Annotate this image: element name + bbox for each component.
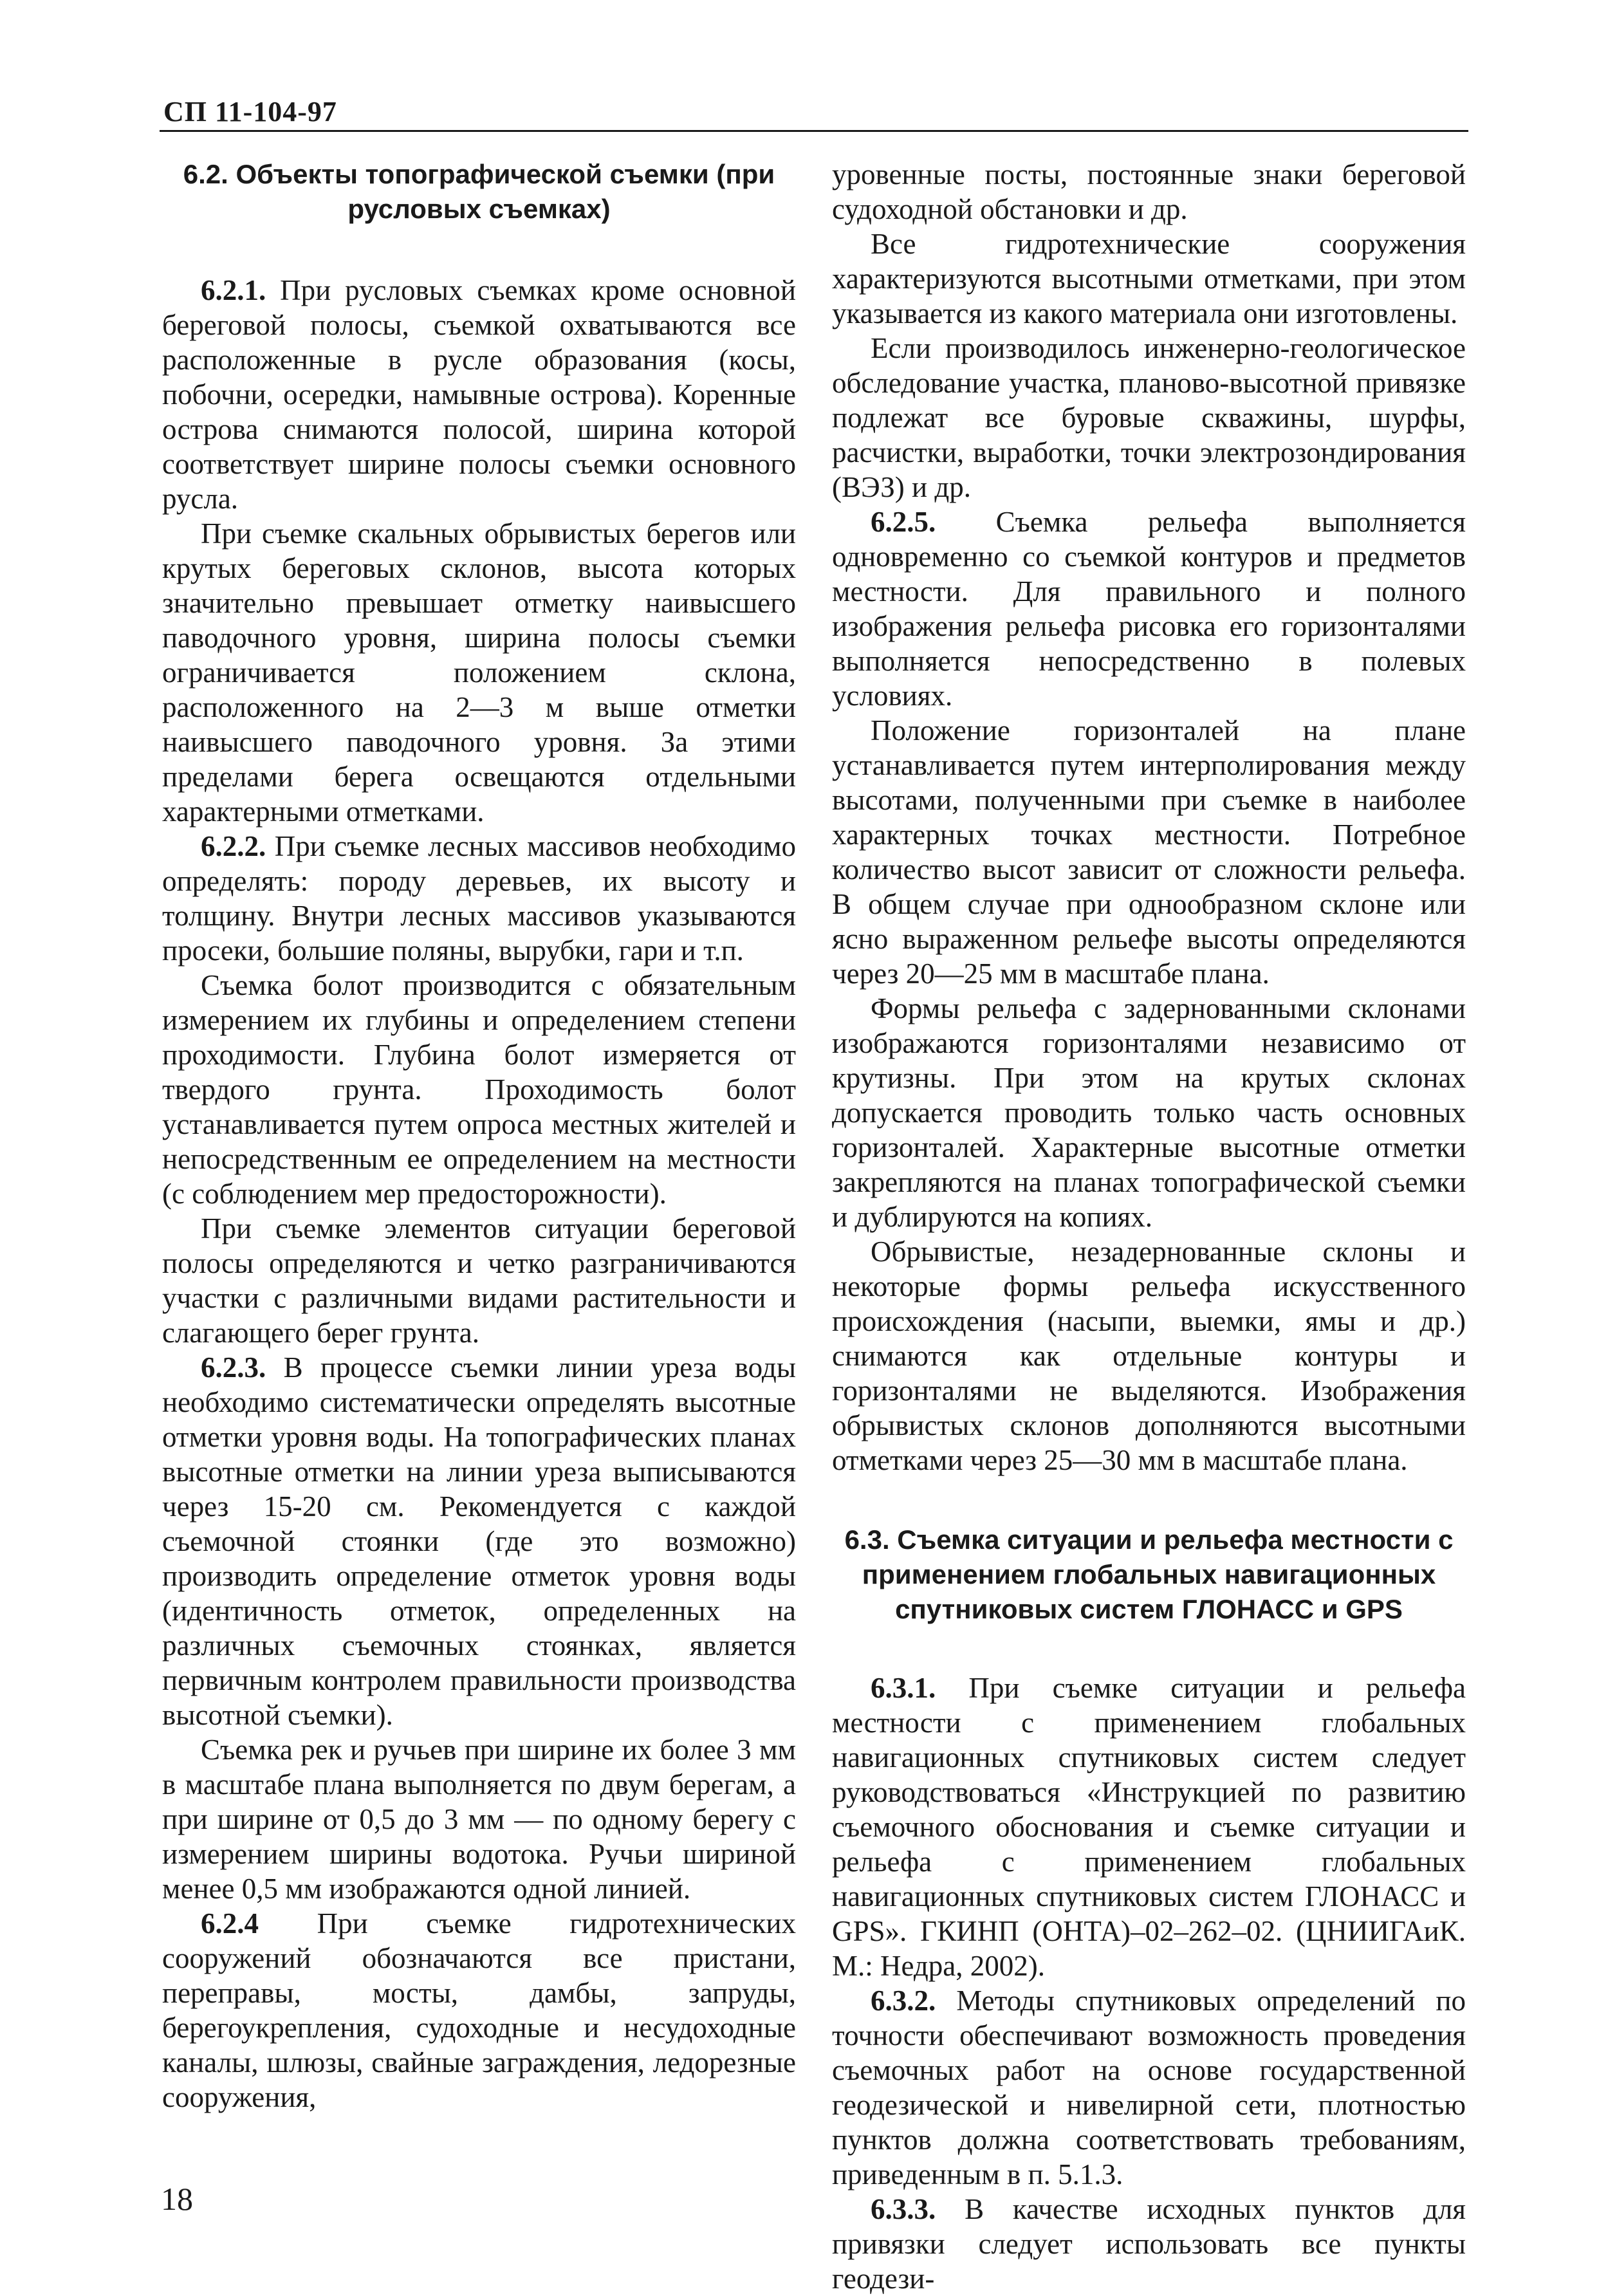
paragraph-text: Съемка рек и ручьев при ширине их более 3 мм в масштабе плана выполняется по двум берегам, а при ширине от 0,5 до 3 мм — по одному берегу с измерением ширины водотока. Ручьи шириной менее 0,5 мм изображаются одной линией. [162, 1734, 796, 1905]
paragraph-text: Все гидротехнические сооружения характеризуются высотными отметками, при этом указывается из какого материала они изготовлены. [832, 228, 1466, 329]
left-paragraphs [162, 273, 796, 2115]
paragraph [162, 1906, 796, 2115]
clause-number: 6.3.2. [871, 1985, 936, 2017]
section-heading-6-3: 6.3. Съемка ситуации и рельефа местности с применением глобальных навигационных спутниковых систем ГЛОНАСС и GPS [844, 1524, 1454, 1624]
paragraph [162, 829, 796, 968]
paragraph-text: Обрывистые, незадернованные склоны и некоторые формы рельефа искусственного происхождения (насыпи, выемки, ямы и др.) снимаются как отдельные контуры и горизонталями не выделяются. Изображения обрывистых склонов дополняются высотными отметками через 25—30 мм в масштабе плана. [832, 1236, 1466, 1476]
paragraph-text: Методы спутниковых определений по точности обеспечивают возможность проведения съемочных работ на основе государственной геодезической и нивелирной сети, плотностью пунктов должна соответствовать требованиям, приведенным в п. 5.1.3. [832, 1985, 1466, 2190]
paragraph [832, 505, 1466, 713]
right-paragraphs-before [832, 157, 1466, 1477]
paragraph-text: При съемке скальных обрывистых берегов или крутых береговых склонов, высота которых значительно превышает отметку наивысшего паводочного уровня, ширина полосы съемки ограничивается положением склона, расположенного на 2—3 м выше отметки наивысшего паводочного уровня. За этими пределами берега освещаются отдельными характерными отметками. [162, 517, 796, 828]
paragraph [832, 157, 1466, 227]
paragraph [832, 2192, 1466, 2296]
paragraph-text: В процессе съемки линии уреза воды необходимо систематически определять высотные отметки уровня воды. На топографических планах высотные отметки на линии уреза выписываются через 15-20 см. Рекомендуется с каждой съемочной стоянки (где это возможно) производить определение отметок уровня воды (идентичность отметок, определенных на различных съемочных стоянках, является первичным контролем правильности производства высотной съемки). [162, 1351, 796, 1731]
clause-number: 6.2.1. [201, 274, 266, 306]
header-rule [160, 130, 1468, 132]
paragraph-text: При съемке ситуации и рельефа местности с применением глобальных навигационных спутниковых систем следует руководствоваться «Инструкцией по развитию съемочного обоснования и съемке ситуации и рельефа с применением глобальных навигационных спутниковых систем ГЛОНАСС и GPS». ГКИНП (ОНТА)–02–262–02. (ЦНИИГАиК. М.: Недра, 2002). [832, 1672, 1466, 1982]
paragraph [162, 1732, 796, 1906]
document-code: СП 11-104-97 [163, 96, 337, 127]
clause-number: 6.3.1. [871, 1672, 936, 1704]
paragraph [832, 331, 1466, 505]
paragraph-text: Формы рельефа с задернованными склонами изображаются горизонталями независимо от крутизны. При этом на крутых склонах допускается проводить только часть основных горизонталей. Характерные высотные отметки закрепляются на планах топографической съемки и дублируются на копиях. [832, 992, 1466, 1233]
paragraph [832, 991, 1466, 1234]
paragraph-text: Съемка рельефа выполняется одновременно со съемкой контуров и предметов местности. Для правильного и полного изображения рельефа рисовка его горизонталями выполняется непосредственно в полевых условиях. [832, 506, 1466, 712]
paragraph-text: Съемка болот производится с обязательным измерением их глубины и определением степени проходимости. Глубина болот измеряется от твердого грунта. Проходимость болот устанавливается путем опроса местных жителей и непосредственным ее определением на местности (с соблюдением мер предосторожности). [162, 969, 796, 1210]
paragraph-text: уровенные посты, постоянные знаки береговой судоходной обстановки и др. [832, 158, 1466, 225]
paragraph [162, 273, 796, 516]
right-column [832, 157, 1466, 2296]
paragraph [162, 1350, 796, 1732]
paragraph [832, 1983, 1466, 2192]
right-paragraphs-after [832, 1671, 1466, 2296]
paragraph [162, 516, 796, 829]
paragraph-text: При русловых съемках кроме основной береговой полосы, съемкой охватываются все расположенные в русле образования (косы, побочни, осередки, намывные острова). Коренные острова снимаются полосой, ширина которой соответствует ширине полосы съемки основного русла. [162, 274, 796, 515]
section-heading-6-2: 6.2. Объекты топографической съемки (при русловых съемках) [183, 159, 775, 224]
paragraph-text: При съемке элементов ситуации береговой полосы определяются и четко разграничиваются участки с различными видами растительности и слагающего берег грунта. [162, 1212, 796, 1349]
page-number: 18 [161, 2181, 193, 2217]
paragraph-text: Если производилось инженерно-геологическое обследование участка, планово-высотной привязке подлежат все буровые скважины, шурфы, расчистки, выработки, точки электрозондирования (ВЭЗ) и др. [832, 332, 1466, 503]
paragraph-text: В качестве исходных пунктов для привязки следует использовать все пункты геодези- [832, 2193, 1466, 2295]
paragraph [832, 1234, 1466, 1477]
clause-number: 6.2.5. [871, 506, 936, 538]
clause-number: 6.2.3. [201, 1351, 266, 1384]
clause-number: 6.2.2. [201, 830, 266, 862]
paragraph [832, 1671, 1466, 1983]
paragraph [162, 968, 796, 1211]
clause-number: 6.3.3. [871, 2193, 936, 2225]
left-column [162, 157, 796, 2115]
paragraph-text: При съемке лесных массивов необходимо определять: породу деревьев, их высоту и толщину. Внутри лесных массивов указываются просеки, большие поляны, вырубки, гари и т.п. [162, 830, 796, 967]
paragraph [832, 713, 1466, 991]
paragraph [832, 227, 1466, 331]
clause-number: 6.2.4 [201, 1907, 259, 1940]
paragraph [162, 1211, 796, 1350]
paragraph-text: Положение горизонталей на плане устанавливается путем интерполирования между высотами, полученными при съемке в наиболее характерных точках местности. Потребное количество высот зависит от сложности рельефа. В общем случае при однообразном склоне или ясно выраженном рельефе высоты определяются через 20—25 мм в масштабе плана. [832, 714, 1466, 990]
paragraph-text: При съемке гидротехнических сооружений обозначаются все пристани, переправы, мосты, дамбы, запруды, берегоукрепления, судоходные и несудоходные каналы, шлюзы, свайные заграждения, ледорезные сооружения, [162, 1907, 796, 2113]
